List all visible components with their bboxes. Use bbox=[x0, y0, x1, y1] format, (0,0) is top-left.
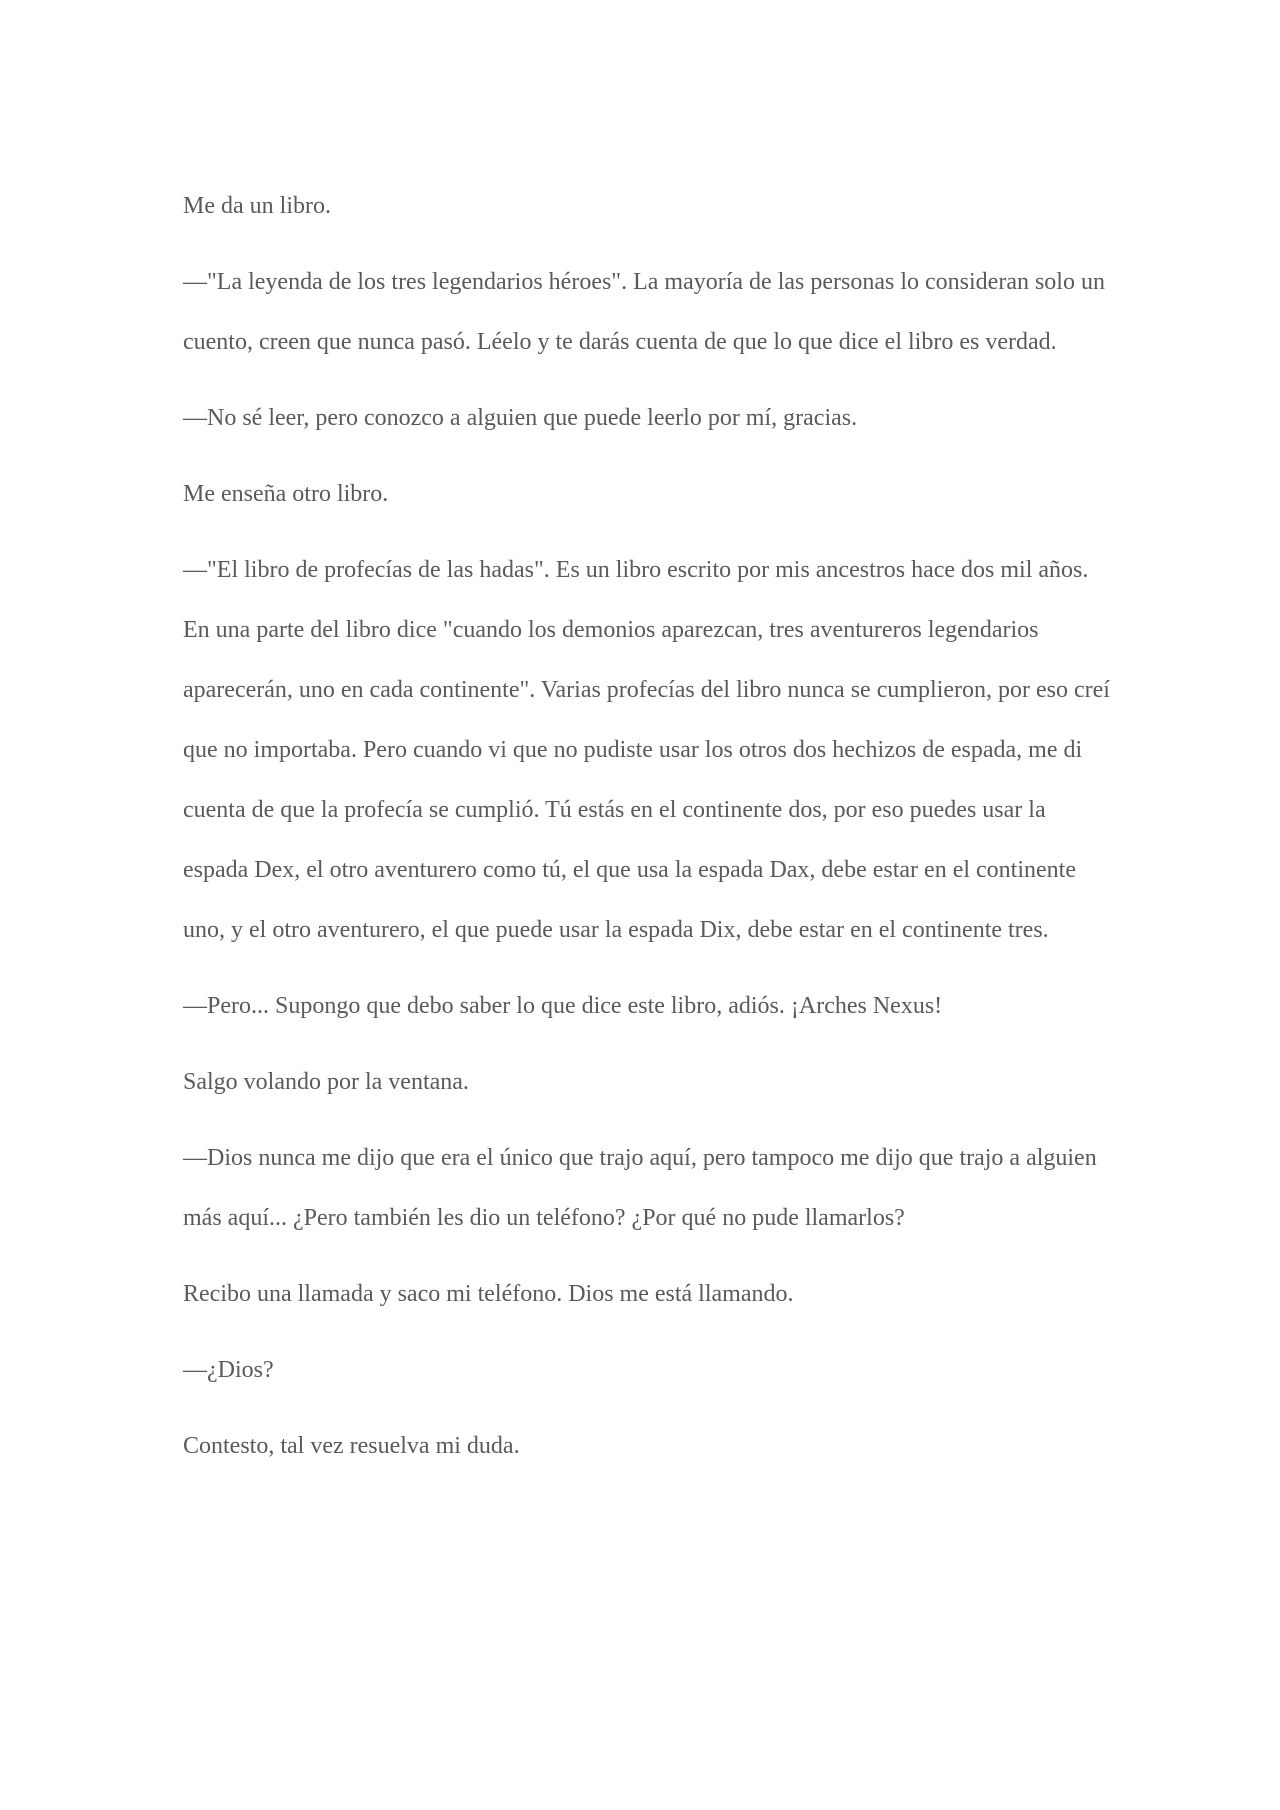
paragraph: Recibo una llamada y saco mi teléfono. Dios me está llamando. bbox=[183, 1281, 794, 1307]
document-body bbox=[183, 176, 1113, 1492]
paragraph: —Dios nunca me dijo que era el único que trajo aquí, pero tampoco me dijo que trajo a alguien más aquí... ¿Pero también les dio un teléfono? ¿Por qué no pude llamarlos? bbox=[183, 1145, 1097, 1231]
paragraph: —No sé leer, pero conozco a alguien que puede leerlo por mí, gracias. bbox=[183, 405, 858, 431]
paragraph: Contesto, tal vez resuelva mi duda. bbox=[183, 1433, 520, 1459]
paragraph: —¿Dios? bbox=[183, 1357, 274, 1383]
paragraph: Me enseña otro libro. bbox=[183, 481, 389, 507]
paragraph: —"El libro de profecías de las hadas". Es un libro escrito por mis ancestros hace dos mil años. En una parte del libro dice "cuando los demonios aparezcan, tres aventureros legendarios aparecerán, uno en cada continente". Varias profecías del libro nunca se cumplieron, por eso creí que no importaba. Pero cuando vi que no pudiste usar los otros dos hechizos de espada, me di cuenta de que la profecía se cumplió. Tú estás en el continente dos, por eso puedes usar la espada Dex, el otro aventurero como tú, el que usa la espada Dax, debe estar en el continente uno, y el otro aventurero, el que puede usar la espada Dix, debe estar en el continente tres. bbox=[183, 557, 1110, 943]
paragraph: Salgo volando por la ventana. bbox=[183, 1069, 469, 1095]
paragraph: —"La leyenda de los tres legendarios héroes". La mayoría de las personas lo consideran solo un cuento, creen que nunca pasó. Léelo y te darás cuenta de que lo que dice el libro es verdad. bbox=[183, 269, 1105, 355]
paragraph: —Pero... Supongo que debo saber lo que dice este libro, adiós. ¡Arches Nexus! bbox=[183, 993, 943, 1019]
paragraph: Me da un libro. bbox=[183, 193, 331, 219]
